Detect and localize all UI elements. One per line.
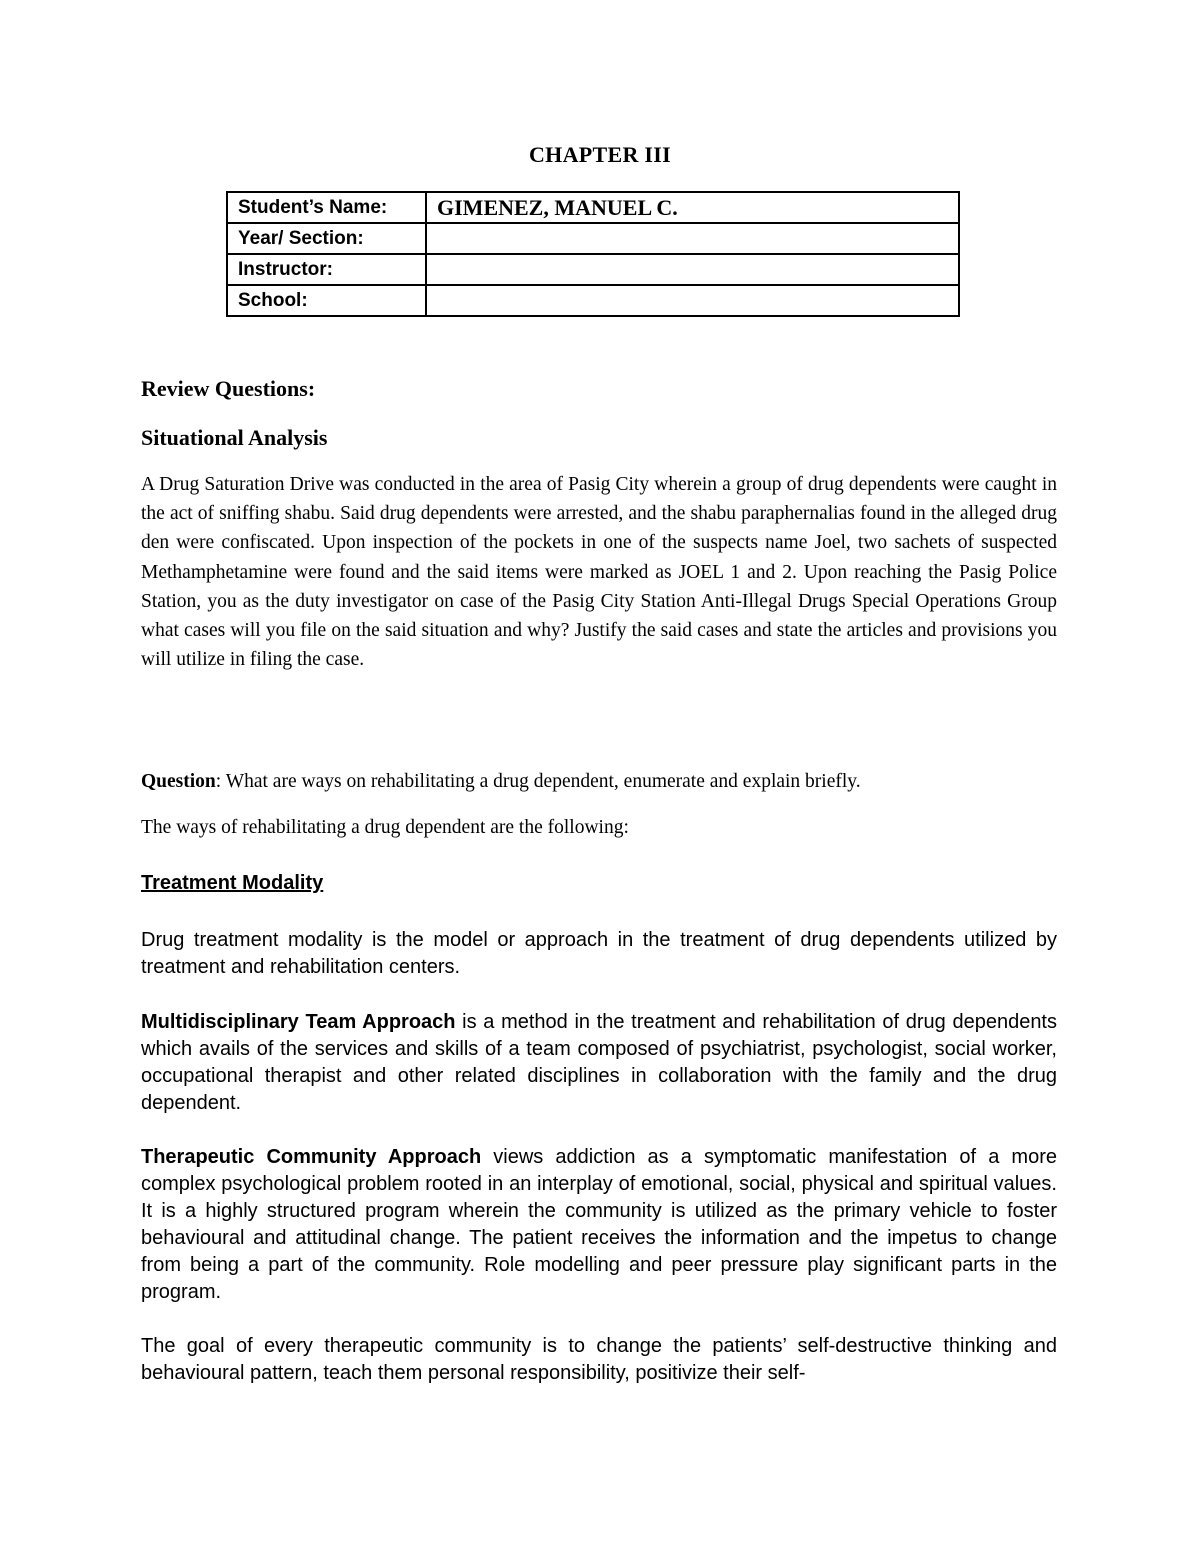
table-row [227, 254, 959, 285]
question-line [141, 771, 861, 793]
review-questions-heading: Review Questions: [141, 376, 316, 401]
treatment-modality-heading: Treatment Modality [141, 872, 324, 894]
table-row [227, 285, 959, 316]
table-row [227, 192, 959, 223]
answer-intro: The ways of rehabilitating a drug dependent are the following: [141, 817, 629, 838]
instructor-value [426, 254, 959, 285]
student-name-value: GIMENEZ, MANUEL C. [426, 192, 959, 223]
multidisciplinary-term: Multidisciplinary Team Approach [141, 1011, 456, 1033]
school-label: School: [227, 285, 426, 316]
question-label: Question [141, 771, 216, 792]
therapeutic-community-term: Therapeutic Community Approach [141, 1146, 482, 1168]
goal-paragraph: The goal of every therapeutic community is to change the patients’ self-destructive thinking and behavioural pattern, teach them personal responsibility, positivize their self- [141, 1335, 1057, 1384]
table-row [227, 223, 959, 254]
question-text: : What are ways on rehabilitating a drug dependent, enumerate and explain briefly. [215, 771, 861, 792]
modality-definition-paragraph: Drug treatment modality is the model or approach in the treatment of drug dependents utilized by treatment and rehabilitation centers. [141, 929, 1057, 978]
chapter-title: CHAPTER III [528, 142, 672, 167]
therapeutic-community-paragraph [141, 1144, 1057, 1306]
situational-analysis-heading: Situational Analysis [141, 425, 328, 450]
situation-paragraph: A Drug Saturation Drive was conducted in the area of Pasig City wherein a group of drug dependents were caught in the act of sniffing shabu. Said drug dependents were arrested, and the shabu paraphernalias found in the alleged drug den were confiscated. Upon inspection of the pockets in one of the suspects name Joel, two sachets of suspected Methamphetamine were found and the said items were marked as JOEL 1 and 2. Upon reaching the Pasig Police Station, you as the duty investigator on case of the Pasig City Station Anti-Illegal Drugs Special Operations Group what cases will you file on the said situation and why? Justify the said cases and state the articles and provisions you will utilize in filing the case. [141, 474, 1057, 671]
year-section-value [426, 223, 959, 254]
student-name-label: Student’s Name: [227, 192, 426, 223]
therapeutic-community-text: views addiction as a symptomatic manifestation of a more complex psychological problem rooted in an interplay of emotional, social, physical and spiritual values. It is a highly structured program wherein the community is utilized as the primary vehicle to foster behavioural and attitudinal change. The patient receives the information and the impetus to change from being a part of the community. Role modelling and peer pressure play significant parts in the program. [141, 1146, 1057, 1303]
year-section-label: Year/ Section: [227, 223, 426, 254]
school-value [426, 285, 959, 316]
student-info-table [226, 191, 960, 317]
instructor-label: Instructor: [227, 254, 426, 285]
multidisciplinary-text: is a method in the treatment and rehabilitation of drug dependents which avails of the services and skills of a team composed of psychiatrist, psychologist, social worker, occupational therapist and other related disciplines in collaboration with the family and the drug dependent. [141, 1011, 1057, 1114]
multidisciplinary-paragraph [141, 1009, 1057, 1117]
